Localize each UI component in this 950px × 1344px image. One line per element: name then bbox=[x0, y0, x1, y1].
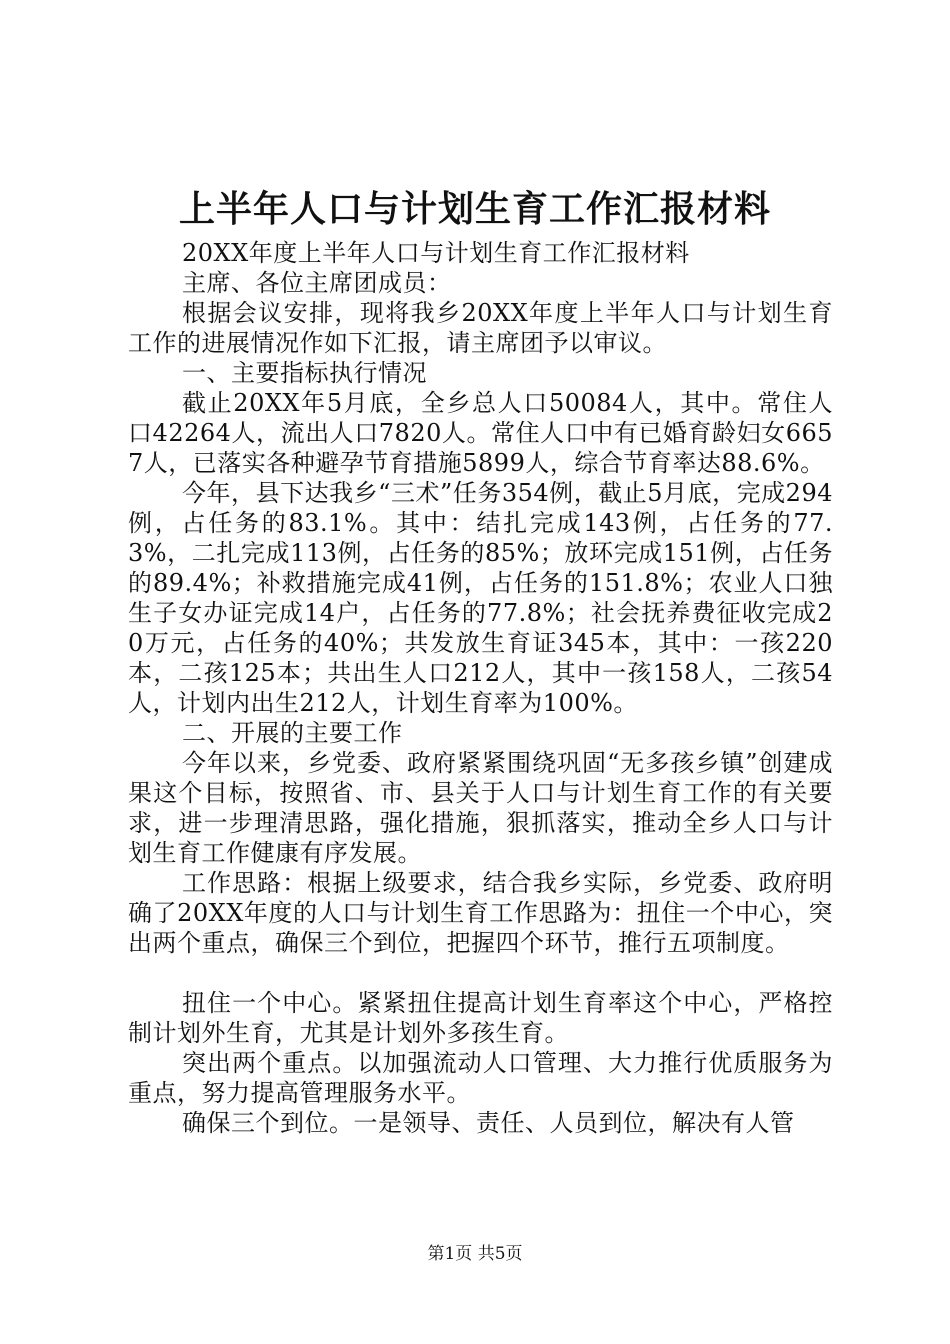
paragraph-work-approach: 工作思路：根据上级要求，结合我乡实际，乡党委、政府明确了20XX年度的人口与计划生育工作思路为：扭住一个中心，突出两个重点，确保三个到位，把握四个环节，推行五项制度。 bbox=[128, 869, 833, 957]
paragraph-three-in-place: 确保三个到位。一是领导、责任、人员到位，解决有人管 bbox=[182, 1109, 795, 1137]
paragraph-intro: 根据会议安排，现将我乡20XX年度上半年人口与计划生育工作的进展情况作如下汇报，请主席团予以审议。 bbox=[128, 299, 833, 357]
paragraph-two-focus: 突出两个重点。以加强流动人口管理、大力推行优质服务为重点，努力提高管理服务水平。 bbox=[128, 1049, 833, 1107]
paragraph-subtitle: 20XX年度上半年人口与计划生育工作汇报材料 bbox=[182, 239, 690, 267]
section-heading-indicators: 一、主要指标执行情况 bbox=[182, 359, 427, 387]
document-title: 上半年人口与计划生育工作汇报材料 bbox=[178, 188, 771, 230]
paragraph-salutation: 主席、各位主席团成员： bbox=[182, 269, 452, 297]
paragraph-one-center: 扭住一个中心。紧紧扭住提高计划生育率这个中心，严格控制计划外生育，尤其是计划外多孩生育。 bbox=[128, 989, 833, 1047]
paragraph-tasks: 今年，县下达我乡“三术”任务354例，截止5月底，完成294例，占任务的83.1%。其中：结扎完成143例，占任务的77.3%，二扎完成113例，占任务的85%；放环完成151例，占任务的89.4%；补救措施完成41例，占任务的151.8%；农业人口独生子女办证完成14户，占任务的77.8%；社会抚养费征收完成20万元，占任务的40%；共发放生育证345本，其中：一孩220本，二孩125本；共出生人口212人，其中一孩158人，二孩54人，计划内出生212人，计划生育率为100%。 bbox=[128, 479, 833, 717]
paragraph-work-overview: 今年以来，乡党委、政府紧紧围绕巩固“无多孩乡镇”创建成果这个目标，按照省、市、县关于人口与计划生育工作的有关要求，进一步理清思路，强化措施，狠抓落实，推动全乡人口与计划生育工作健康有序发展。 bbox=[128, 749, 833, 867]
document-body bbox=[128, 238, 833, 1138]
page-number: 第1页 共5页 bbox=[427, 1244, 523, 1264]
paragraph-population: 截止20XX年5月底，全乡总人口50084人，其中。常住人口42264人，流出人口7820人。常住人口中有已婚育龄妇女6657人，已落实各种避孕节育措施5899人，综合节育率达88.6%。 bbox=[128, 389, 833, 477]
section-heading-work: 二、开展的主要工作 bbox=[182, 719, 403, 747]
